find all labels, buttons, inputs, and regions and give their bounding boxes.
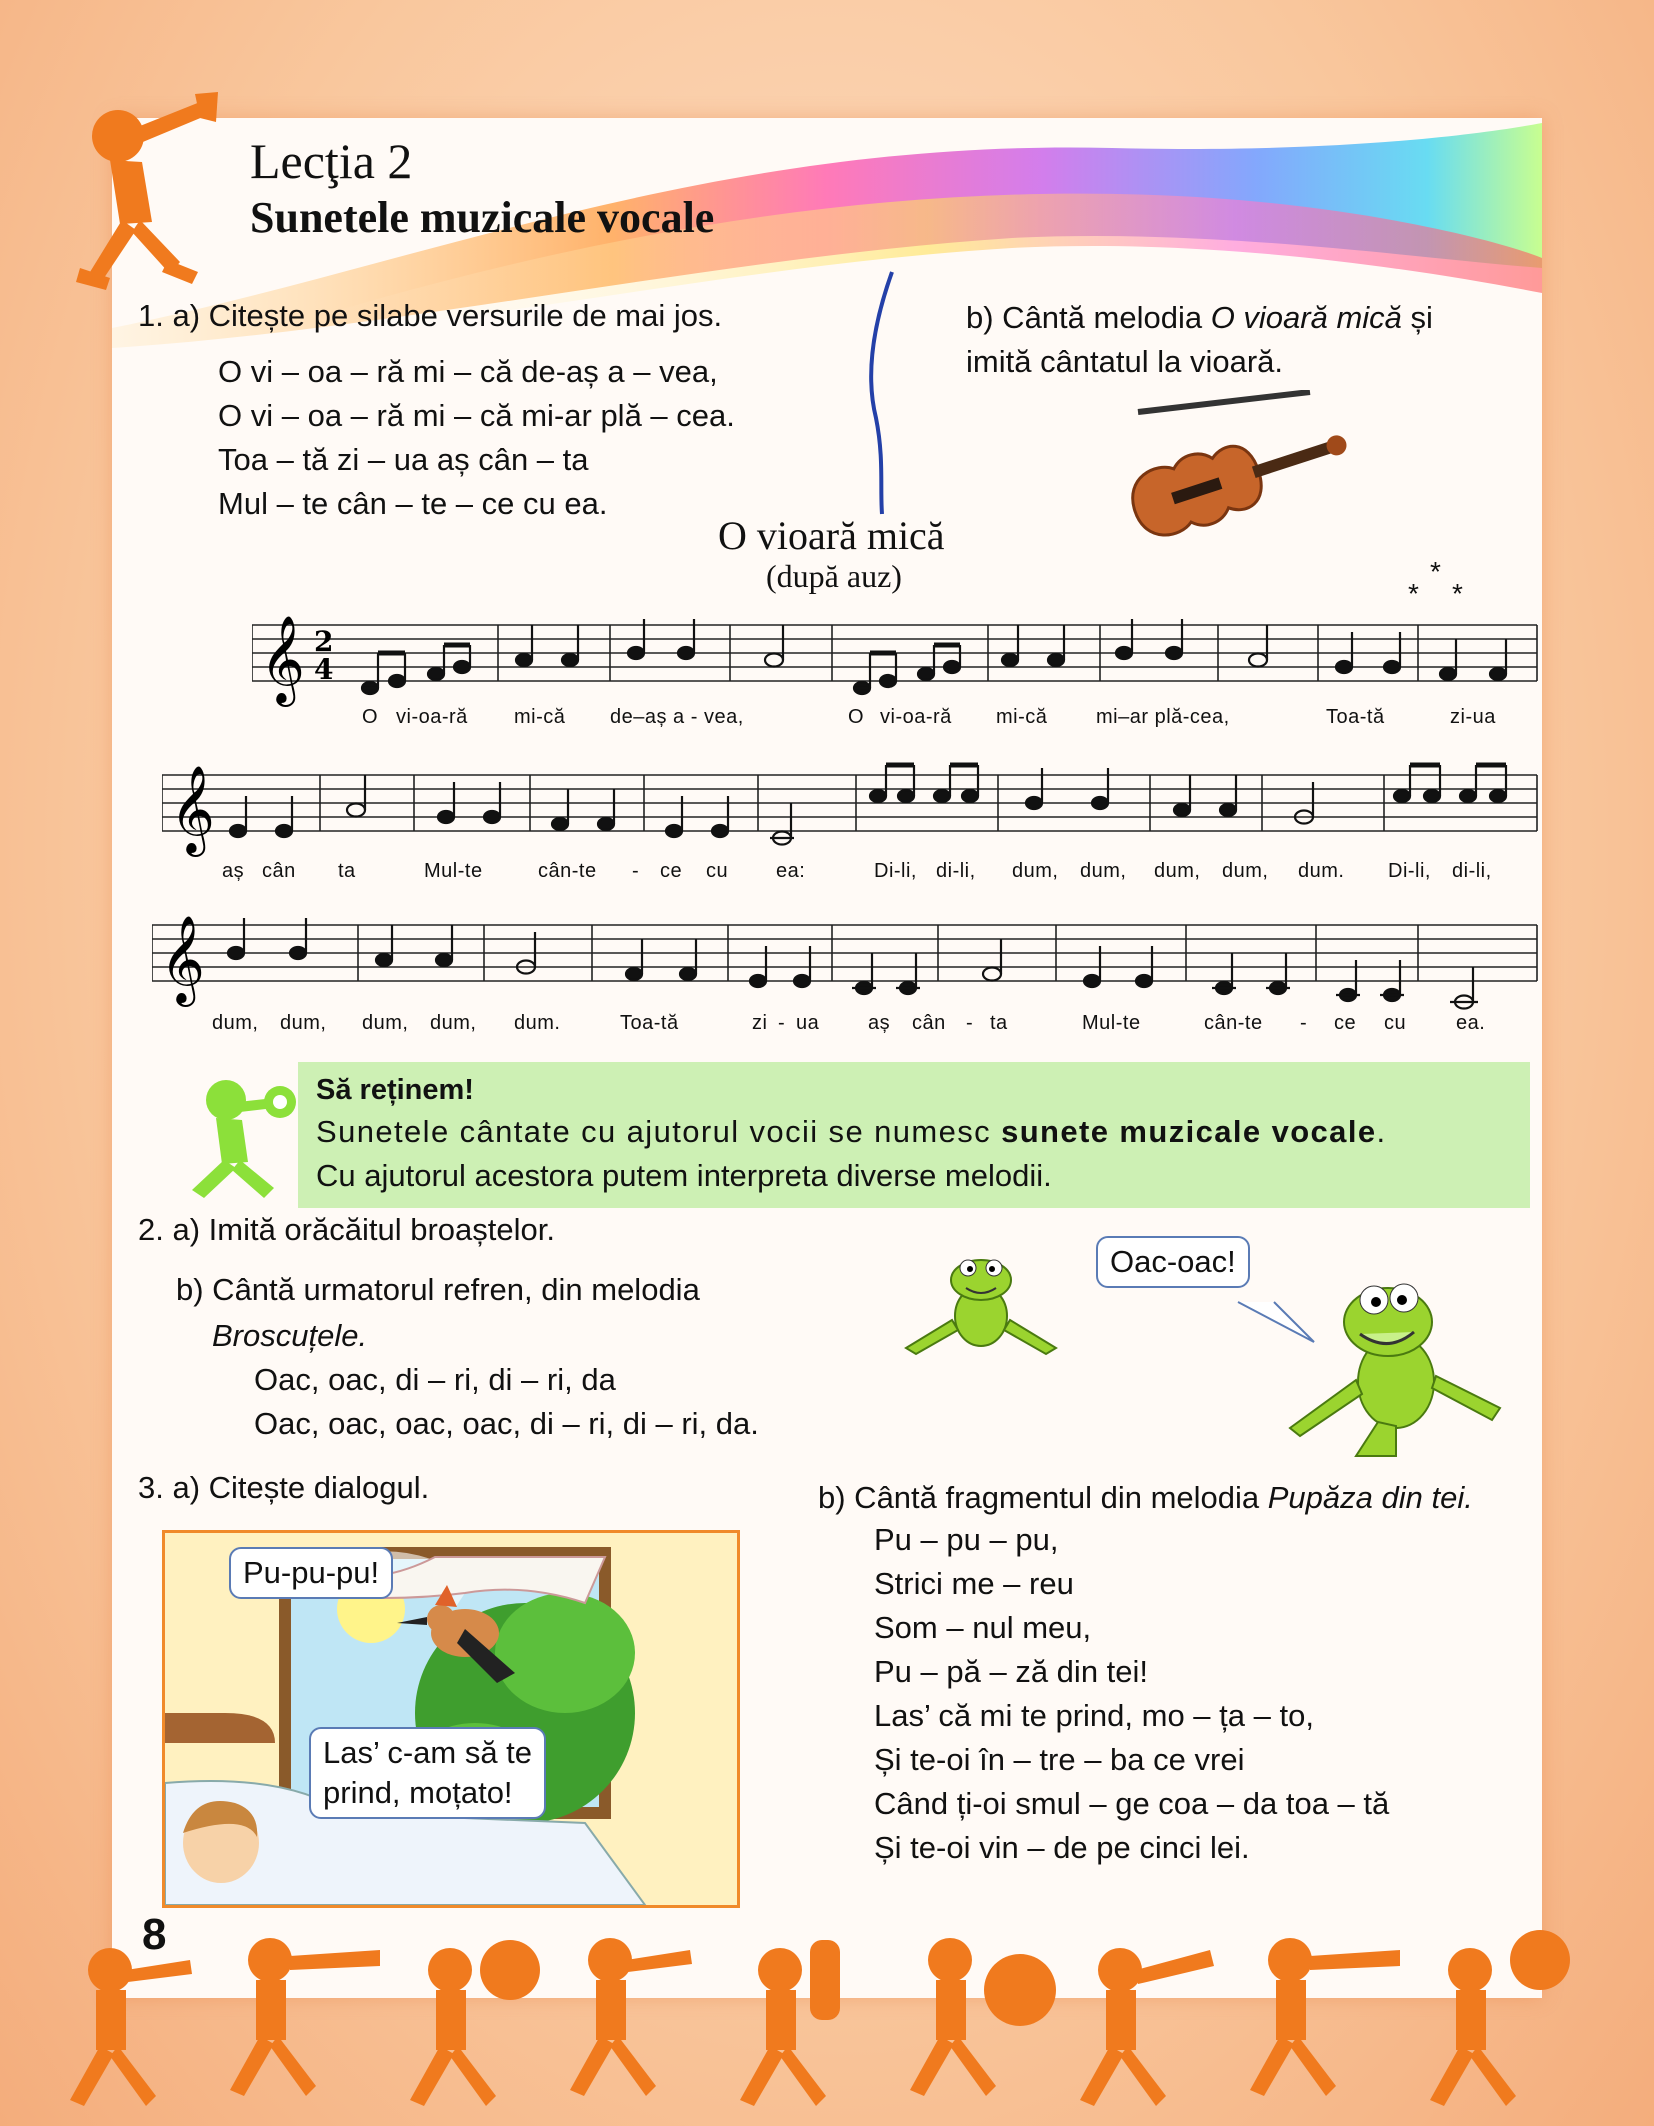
lyric-syllable: de–aș a - vea, [610, 706, 744, 728]
verse-line: Când ți-oi smul – ge coa – da toa – tă [874, 1786, 1390, 1821]
lyric-syllable: dum, [212, 1012, 259, 1034]
comic-panel [162, 1530, 740, 1908]
refrain-line: Oac, oac, di – ri, di – ri, da [254, 1362, 616, 1397]
ex3-verses [874, 1518, 1389, 1870]
lyric-syllable: dum. [514, 1012, 561, 1034]
song-title: O vioară mică [718, 513, 945, 558]
verse-line: Strici me – reu [874, 1566, 1074, 1601]
trumpeter-figure-icon [70, 92, 220, 302]
lyric-syllable: aș [222, 860, 245, 882]
lyric-syllable: dum, [362, 1012, 409, 1034]
lyric-syllable: O [362, 706, 379, 728]
ex1-verses [218, 350, 735, 526]
lyric-syllable: - [778, 1012, 786, 1034]
verse-line: Pu – pu – pu, [874, 1522, 1059, 1557]
lyric-syllable: ta [338, 860, 356, 882]
verse-line: Las’ că mi te prind, mo – ța – to, [874, 1698, 1314, 1733]
asterisk-mark: * [1430, 556, 1441, 587]
lyric-syllable: cu [1384, 1012, 1407, 1034]
lyric-syllable: dum, [1222, 860, 1269, 882]
boy-speech-bubble: Las’ c-am să te prind, moțato! [309, 1727, 546, 1819]
lyric-syllable: mi–ar plă-cea, [1096, 706, 1230, 728]
marching-band-decoration [50, 1910, 1610, 2120]
asterisk-mark: * [1408, 578, 1419, 609]
asterisk-mark: * [1452, 578, 1463, 609]
big-frog-icon [1286, 1270, 1506, 1460]
lesson-title: Sunetele muzicale vocale [250, 193, 715, 242]
lyric-syllable: Di-li, [1388, 860, 1431, 882]
verse-line: Și te-oi în – tre – ba ce vrei [874, 1742, 1245, 1777]
lyric-syllable: cu [706, 860, 729, 882]
lyric-syllable: Di-li, [874, 860, 917, 882]
lyric-syllable: Toa-tă [1326, 706, 1385, 728]
remember-box [298, 1062, 1530, 1208]
lyric-syllable: di-li, [936, 860, 976, 882]
verse-line: Mul – te cân – te – ce cu ea. [218, 486, 608, 521]
lyric-syllable: ea. [1456, 1012, 1486, 1034]
time-signature-top: 2 [314, 625, 334, 658]
verse-line: O vi – oa – ră mi – că mi-ar plă – cea. [218, 398, 735, 433]
treble-clef-icon: 𝄞 [160, 914, 205, 1003]
lyric-syllable: dum, [430, 1012, 477, 1034]
lyric-syllable: - [966, 1012, 974, 1034]
key-term: sunete muzicale vocale [1001, 1114, 1377, 1149]
treble-clef-icon: 𝄞 [260, 614, 305, 703]
small-frog-icon [896, 1250, 1066, 1370]
lyric-syllable: dum, [1154, 860, 1201, 882]
song-subtitle: (după auz) [766, 558, 902, 594]
lyric-syllable: cân [912, 1012, 946, 1034]
lyric-syllable: - [632, 860, 640, 882]
divider-stroke [862, 268, 902, 518]
verse-line: Som – nul meu, [874, 1610, 1092, 1645]
ex2-a-instruction: 2. a) Imită orăcăitul broaștelor. [138, 1212, 555, 1247]
lyric-syllable: zi [752, 1012, 768, 1034]
lyric-syllable: cân-te [538, 860, 597, 882]
ex1-b-instruction: b) Cântă melodia O vioară mică și imită cântatul la vioară. [966, 300, 1433, 379]
remember-line-1: Sunetele cântate cu ajutorul vocii se numesc sunete muzicale vocale. [316, 1114, 1387, 1149]
lyric-syllable: dum, [1080, 860, 1127, 882]
remember-heading: Să reținem! [316, 1074, 474, 1106]
violin-icon [1110, 390, 1360, 540]
lyric-syllable: ce [1334, 1012, 1357, 1034]
lyric-syllable: ua [796, 1012, 820, 1034]
verse-line: Pu – pă – ză din tei! [874, 1654, 1149, 1689]
lyric-syllable: vi-oa-ră [880, 706, 952, 728]
lyric-syllable: zi-ua [1450, 706, 1496, 728]
bird-speech-bubble: Pu-pu-pu! [229, 1547, 393, 1599]
remember-line-2: Cu ajutorul acestora putem interpreta diverse melodii. [316, 1158, 1052, 1193]
ex2-b-instruction: b) Cântă urmatorul refren, din melodia [176, 1272, 700, 1307]
staff-row-2 [162, 755, 1542, 865]
lyric-syllable: mi-că [996, 706, 1048, 728]
lyric-syllable: dum. [1298, 860, 1345, 882]
treble-clef-icon: 𝄞 [170, 764, 215, 853]
staff-row-1 [252, 605, 1542, 715]
lyric-syllable: cân [262, 860, 296, 882]
lyric-syllable: ta [990, 1012, 1008, 1034]
lyric-syllable: mi-că [514, 706, 566, 728]
lyric-syllable: Mul-te [424, 860, 483, 882]
refrain-line: Oac, oac, oac, oac, di – ri, di – ri, da. [254, 1406, 759, 1441]
lyric-syllable: vi-oa-ră [396, 706, 468, 728]
lyric-syllable: dum, [280, 1012, 327, 1034]
lyric-syllable: ce [660, 860, 683, 882]
page-number: 8 [142, 1910, 167, 1959]
lyric-syllable: ea: [776, 860, 806, 882]
lyric-syllable: - [1300, 1012, 1308, 1034]
ex3-b-instruction: b) Cântă fragmentul din melodia Pupăza din tei. [818, 1480, 1473, 1515]
lyric-syllable: O [848, 706, 865, 728]
lyric-syllable: Toa-tă [620, 1012, 679, 1034]
ex2-song-name: Broscuțele. [212, 1318, 368, 1353]
ex3-a-instruction: 3. a) Citește dialogul. [138, 1470, 430, 1505]
lesson-number: Lecţia 2 [250, 133, 413, 189]
song-name: O vioară mică [1210, 300, 1402, 335]
ex1-a-instruction: 1. a) Citește pe silabe versurile de mai jos. [138, 298, 723, 333]
lyric-syllable: di-li, [1452, 860, 1492, 882]
green-trumpeter-icon [182, 1072, 302, 1202]
verse-line: Și te-oi vin – de pe cinci lei. [874, 1830, 1250, 1865]
lyric-syllable: aș [868, 1012, 891, 1034]
lyric-syllable: dum, [1012, 860, 1059, 882]
frog-speech-bubble: Oac-oac! [1096, 1236, 1250, 1288]
verse-line: O vi – oa – ră mi – că de-aș a – vea, [218, 354, 718, 389]
staff-row-3 [152, 905, 1542, 1015]
lyric-syllable: Mul-te [1082, 1012, 1141, 1034]
ex2-refrain [254, 1358, 759, 1446]
verse-line: Toa – tă zi – ua aș cân – ta [218, 442, 589, 477]
song-name: Pupăza din tei. [1267, 1480, 1473, 1515]
time-signature-bottom: 4 [314, 653, 334, 686]
lyric-syllable: cân-te [1204, 1012, 1263, 1034]
